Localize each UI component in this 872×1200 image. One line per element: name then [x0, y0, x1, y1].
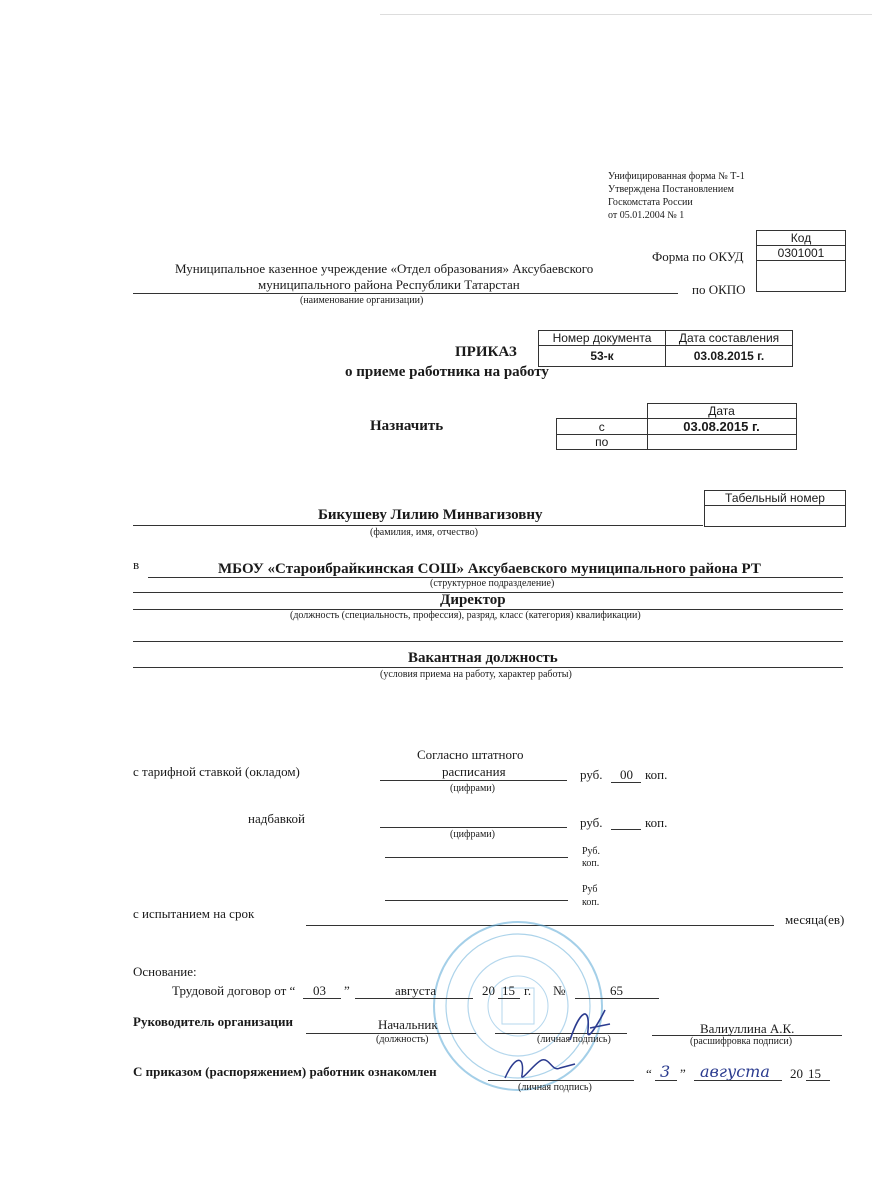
bonus-label: надбавкой: [248, 811, 305, 826]
okpo-label: по ОКПО: [692, 282, 746, 297]
organization-line2: муниципального района Республики Татарстан: [258, 277, 520, 292]
codes-table: [756, 230, 846, 292]
header-note-line: Утверждена Постановлением: [608, 184, 734, 195]
okud-code: 0301001: [757, 246, 846, 261]
bonus-rub: руб.: [580, 815, 603, 830]
basis-label: Основание:: [133, 964, 197, 979]
okud-label: Форма по ОКУД: [652, 249, 744, 264]
contract-prefix: Трудовой договор от “: [172, 983, 296, 998]
head-signature-caption: (личная подпись): [537, 1034, 611, 1045]
acquainted-day-underline: [655, 1080, 677, 1081]
header-note-line: Унифицированная форма № Т-1: [608, 171, 745, 182]
doc-date-value: 03.08.2015 г.: [666, 346, 793, 367]
contract-year-suffix: г.: [524, 983, 532, 998]
contract-day-underline: [303, 998, 341, 999]
acquainted-year: 15: [808, 1066, 821, 1081]
okpo-code: [757, 261, 846, 292]
probation-unit: месяца(ев): [785, 912, 845, 927]
tariff-kop: коп.: [645, 767, 668, 782]
conditions-caption: (условия приема на работу, характер работы): [380, 669, 572, 680]
contract-month: августа: [395, 983, 437, 998]
document-number-table: [538, 330, 793, 367]
tariff-label: с тарифной ставкой (окладом): [133, 764, 300, 779]
tariff-underline: [380, 780, 567, 781]
employee-name-underline: [133, 525, 703, 526]
extra2-underline: [385, 900, 568, 901]
tariff-rub: руб.: [580, 767, 603, 782]
employee-handwritten-signature: [500, 1050, 580, 1086]
head-handwritten-signature: [560, 1000, 620, 1050]
acquainted-label: С приказом (распоряжением) работник ознакомлен: [133, 1064, 437, 1079]
bonus-caption: (цифрами): [450, 829, 495, 840]
document-title: ПРИКАЗ: [455, 344, 517, 360]
contract-number-underline: [575, 998, 659, 999]
extra1-rub: Руб.: [582, 846, 601, 857]
extra2-rub: Руб: [582, 884, 598, 895]
header-note-line: Госкомстата России: [608, 197, 693, 208]
tariff-value-line2: расписания: [442, 764, 506, 779]
contract-month-underline: [355, 998, 473, 999]
scan-artifact-line: [380, 14, 872, 15]
contract-number-sign: №: [553, 983, 566, 998]
acquainted-open-quote: “: [646, 1066, 652, 1081]
acquainted-month-underline: [694, 1080, 782, 1081]
doc-number-header: Номер документа: [539, 331, 666, 346]
position-extra-line: [133, 641, 843, 642]
tab-number-table: [704, 490, 846, 527]
contract-number: 65: [610, 983, 623, 998]
contract-close-quote: ”: [344, 983, 350, 998]
conditions-underline: [133, 667, 843, 668]
bonus-underline: [380, 827, 567, 828]
head-decoding-value: Валиуллина А.К.: [700, 1021, 795, 1036]
acquainted-day: 3: [660, 1062, 671, 1081]
assign-dates-table: [556, 403, 797, 450]
organization-caption: (наименование организации): [300, 295, 424, 306]
doc-date-header: Дата составления: [666, 331, 793, 346]
assign-label: Назначить: [370, 418, 444, 434]
conditions-value: Вакантная должность: [408, 650, 558, 666]
extra1-kop: коп.: [582, 858, 600, 869]
assign-to-label: по: [557, 435, 648, 450]
kod-header: Код: [757, 231, 846, 246]
assign-from-label: с: [557, 419, 648, 435]
head-position-caption: (должность): [376, 1034, 429, 1045]
unit-prefix: в: [133, 557, 140, 572]
contract-year-underline: [498, 998, 520, 999]
contract-year: 15: [502, 983, 515, 998]
tariff-kop-underline: [611, 782, 641, 783]
assign-date-header: Дата: [647, 404, 796, 419]
contract-day: 03: [313, 983, 326, 998]
header-note-line: от 05.01.2004 № 1: [608, 210, 685, 221]
tariff-kop-value: 00: [620, 767, 633, 782]
acquainted-year-prefix: 20: [790, 1066, 803, 1081]
extra1-underline: [385, 857, 568, 858]
tab-number-value: [705, 506, 846, 527]
head-position-value: Начальник: [378, 1017, 438, 1032]
organization-line1: Муниципальное казенное учреждение «Отдел образования» Аксубаевского: [175, 261, 594, 276]
bonus-kop: коп.: [645, 815, 668, 830]
tariff-caption: (цифрами): [450, 783, 495, 794]
employee-name: Бикушеву Лилию Минвагизовну: [318, 507, 543, 523]
employee-name-caption: (фамилия, имя, отчество): [370, 527, 478, 538]
organization-underline: [133, 293, 678, 294]
acquainted-year-underline: [806, 1080, 830, 1081]
acquainted-signature-caption: (личная подпись): [518, 1082, 592, 1093]
unit-value: МБОУ «Староибрайкинская СОШ» Аксубаевского муниципального района РТ: [218, 561, 761, 577]
document-subtitle: о приеме работника на работу: [345, 364, 549, 380]
assign-from-value: 03.08.2015 г.: [647, 419, 796, 435]
form-header-note: [608, 170, 745, 222]
probation-label: с испытанием на срок: [133, 906, 255, 921]
unit-caption: (структурное подразделение): [430, 578, 555, 589]
position-value: Директор: [440, 592, 506, 608]
doc-number-value: 53-к: [539, 346, 666, 367]
head-label: Руководитель организации: [133, 1014, 293, 1029]
acquainted-close-quote: ”: [680, 1066, 686, 1081]
tariff-value-line1: Согласно штатного: [417, 747, 524, 762]
contract-year-prefix: 20: [482, 983, 495, 998]
position-caption: (должность (специальность, профессия), разряд, класс (категория) квалификации): [290, 610, 641, 621]
acquainted-month: августа: [700, 1062, 770, 1081]
assign-to-value: [647, 435, 796, 450]
bonus-kop-underline: [611, 829, 641, 830]
head-decoding-caption: (расшифровка подписи): [690, 1036, 793, 1047]
extra2-kop: коп.: [582, 897, 600, 908]
tab-number-header: Табельный номер: [705, 491, 846, 506]
